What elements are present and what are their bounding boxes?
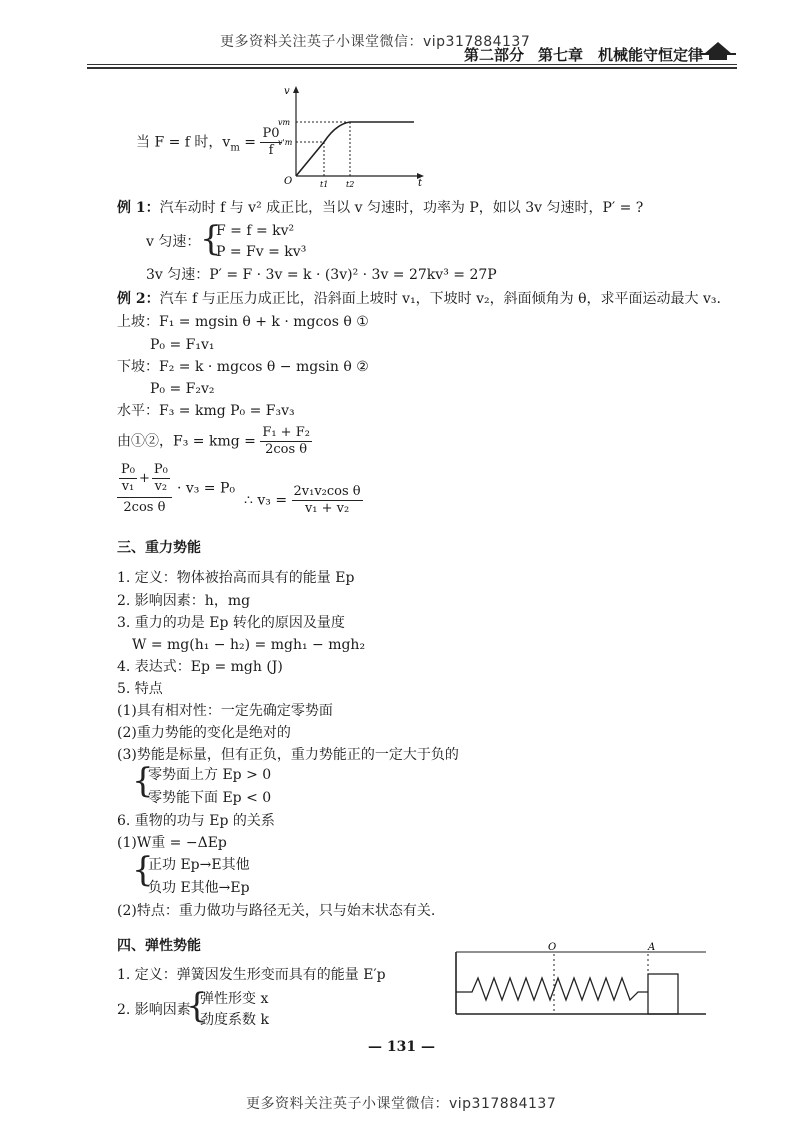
- velocity-time-graph: [278, 84, 428, 192]
- section-3-below-zero: 零势能下面 Ep < 0: [148, 790, 272, 806]
- section-3-brace-2: {: [132, 850, 154, 890]
- section-3-title: 三、重力势能: [117, 540, 201, 556]
- section-3-item-1: 1. 定义：物体被抬高而具有的能量 Ep: [117, 570, 355, 586]
- graph-t1-label: t1: [320, 180, 329, 189]
- section-3-item-5a: (1)具有相对性：一定先确定零势面: [117, 703, 333, 719]
- section-4-factor-stiffness: 劲度系数 k: [200, 1012, 269, 1028]
- section-3-brace-1: {: [132, 761, 154, 801]
- section-3-positive-work: 正功 Ep→E其他: [148, 857, 250, 873]
- graph-origin: O: [284, 176, 293, 187]
- example-2-uphill: 上坡：F₁ = mgsin θ + k · mgcos θ ①: [117, 314, 369, 330]
- section-4-item-2: 2. 影响因素: [117, 1002, 191, 1018]
- section-4-item-1: 1. 定义：弹簧因发生形变而具有的能量 E′p: [117, 967, 386, 983]
- section-3-item-5b: (2)重力势能的变化是绝对的: [117, 725, 291, 741]
- example-1-eq1: F = f = kv²: [216, 223, 295, 239]
- section-4-brace: {: [186, 986, 208, 1026]
- section-3-item-2: 2. 影响因素：h，mg: [117, 593, 251, 609]
- spring-diagram: [450, 938, 710, 1018]
- example-2-statement: 例 2：汽车 f 与正压力成正比，沿斜面上坡时 v₁，下坡时 v₂，斜面倾角为 θ，求平面运动最大 v₃.: [117, 291, 721, 307]
- section-3-item-5: 5. 特点: [117, 681, 163, 697]
- example-1-v-label: v 匀速：: [146, 234, 201, 250]
- section-3-item-6: 6. 重物的功与 Ep 的关系: [117, 813, 275, 829]
- example-2-p0-down: P₀ = F₂v₂: [150, 381, 215, 397]
- example-2-result: ∴ v₃ = $\frac{\text{2v₁v₂cos θ}}{\text{v₁ + v₂}}$: [244, 484, 361, 516]
- watermark-bottom: 更多资料关注英子小课堂微信：vip317884137: [246, 1096, 557, 1112]
- page-number: — 131 —: [368, 1039, 435, 1055]
- section-3-item-3-formula: W = mg(h₁ − h₂) = mgh₁ − mgh₂: [132, 637, 366, 653]
- vm-formula: 当 F = f 时，$v_m$ = $\frac{P0}{f}$: [136, 126, 280, 158]
- section-3-above-zero: 零势面上方 Ep > 0: [148, 767, 272, 783]
- header-chapter: 第七章: [538, 46, 584, 64]
- header-part: 第二部分: [464, 46, 525, 64]
- section-4-factor-deformation: 弹性形变 x: [200, 991, 269, 1007]
- spring-a-label: A: [648, 942, 656, 953]
- pagoda-icon: [700, 36, 736, 62]
- section-3-item-5c: (3)势能是标量，但有正负，重力势能正的一定大于负的: [117, 747, 459, 763]
- example-2-big-fraction: $\frac{\text{P₀}}{\text{v₁}}$ + $\frac{\text{P₀}}{\text{v₂}}$ 2cos θ · v₃ = P₀: [117, 462, 235, 515]
- header-rule-thick: [87, 67, 737, 69]
- section-4-title: 四、弹性势能: [117, 938, 201, 954]
- example-1-eq2: P = Fv = kv³: [216, 244, 307, 260]
- watermark-top: 更多资料关注英子小课堂微信：vip317884137: [220, 34, 531, 50]
- example-1-line3: 3v 匀速：P′ = F · 3v = k · (3v)² · 3v = 27kv³ = 27P: [146, 267, 497, 283]
- example-2-flat: 水平：F₃ = kmg P₀ = F₃v₃: [117, 403, 295, 419]
- example-1-statement: 例 1：汽车动时 f 与 v² 成正比，当以 v 匀速时，功率为 P，如以 3v 匀速时，P′ = ?: [117, 200, 644, 216]
- example-1-brace: {: [200, 219, 222, 259]
- example-2-combine: 由①②，F₃ = kmg = $\frac{\text{F₁ + F₂}}{\text{2cos θ}}$: [117, 425, 310, 457]
- section-3-item-4: 4. 表达式：Ep = mgh (J): [117, 659, 283, 675]
- graph-y-label: v: [284, 86, 290, 97]
- graph-vm-label: vm: [278, 118, 291, 127]
- section-3-item-6b: (2)特点：重力做功与路径无关，只与始末状态有关.: [117, 903, 436, 919]
- section-3-item-3: 3. 重力的功是 Ep 转化的原因及量度: [117, 615, 345, 631]
- example-2-p0-up: P₀ = F₁v₁: [150, 337, 215, 353]
- example-2-downhill: 下坡：F₂ = k · mgcos θ − mgsin θ ②: [117, 359, 369, 375]
- graph-v1-label: v'm: [278, 138, 293, 147]
- graph-t2-label: t2: [346, 180, 355, 189]
- header-title: 机械能守恒定律: [598, 46, 704, 64]
- header-rule: [87, 64, 737, 65]
- section-3-item-6a: (1)W重 = −ΔEp: [117, 835, 227, 851]
- section-3-negative-work: 负功 E其他→Ep: [148, 880, 250, 896]
- spring-o-label: O: [548, 942, 557, 953]
- graph-x-label: t: [418, 178, 423, 189]
